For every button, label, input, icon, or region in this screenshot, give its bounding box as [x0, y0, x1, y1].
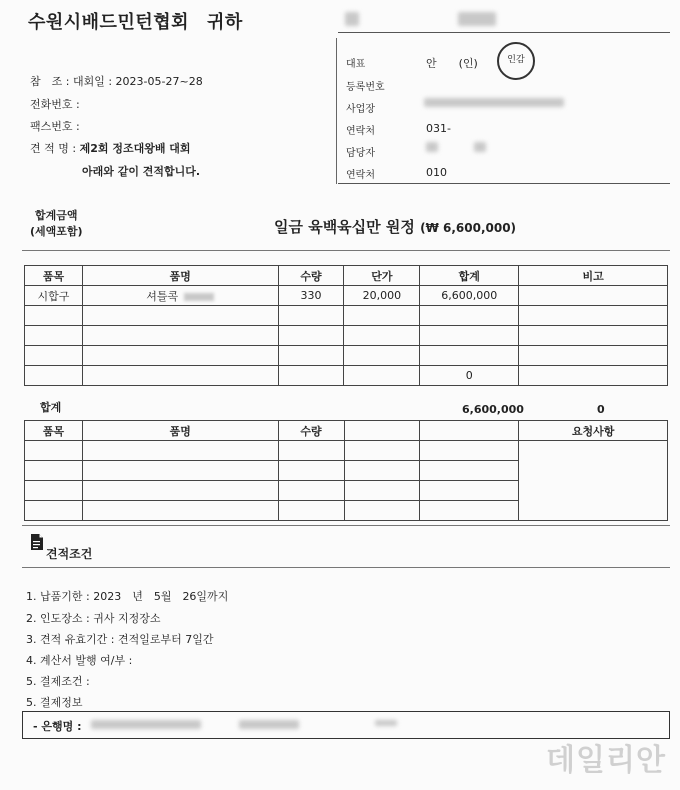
table-cell [82, 501, 278, 521]
table-cell [25, 306, 83, 326]
table-cell [278, 481, 344, 501]
column-header: 품목 [25, 421, 83, 441]
total-amount [274, 216, 516, 237]
column-header: 수량 [278, 421, 344, 441]
column-header: 비고 [519, 266, 668, 286]
table-cell [278, 306, 344, 326]
column-header: 수량 [278, 266, 344, 286]
bank-label: - 은행명 : [33, 720, 82, 733]
watermark: 데일리안 [546, 743, 666, 778]
conditions-title: 견적조건 [46, 547, 93, 561]
supplier-label: 사업장 [346, 104, 375, 115]
table-cell [25, 326, 83, 346]
phone-label: 전화번호 : [30, 98, 80, 111]
redacted-company-part [458, 12, 496, 26]
redacted-product-detail [184, 293, 214, 301]
table-row [25, 286, 668, 306]
table-row [25, 326, 668, 346]
total-amount-number: (₩ 6,600,000) [420, 221, 517, 235]
estimate-name-row [30, 140, 191, 156]
column-header: 요청사항 [519, 421, 668, 441]
table-cell [278, 366, 344, 386]
table-cell [420, 481, 519, 501]
recipient-name: 수원시배드민턴협회 [28, 12, 189, 33]
table-cell [344, 501, 420, 521]
column-header: 단가 [344, 266, 420, 286]
supplier-label: 연락처 [346, 126, 375, 137]
document-icon [30, 533, 44, 551]
column-header: 품목 [25, 266, 83, 286]
section-rule [22, 525, 670, 526]
table-cell [278, 441, 344, 461]
table-cell [420, 326, 519, 346]
table-cell [344, 421, 420, 441]
table-cell [278, 326, 344, 346]
column-header: 합계 [420, 266, 519, 286]
table-cell [420, 441, 519, 461]
table-cell [519, 286, 668, 306]
table-cell [25, 481, 83, 501]
reference-label: 참 조 : [30, 75, 70, 88]
request-table [24, 420, 668, 521]
table-cell: 0 [420, 366, 519, 386]
column-header: 품명 [82, 421, 278, 441]
table-cell [519, 346, 668, 366]
table-cell: 20,000 [344, 286, 420, 306]
redacted-bank [91, 720, 201, 729]
redacted-bank [375, 720, 397, 726]
table-cell [25, 501, 83, 521]
sum-label: 합계 [40, 401, 62, 414]
table-header-row [25, 421, 668, 441]
table-row [25, 441, 668, 461]
table-cell [278, 346, 344, 366]
table-cell [82, 366, 278, 386]
seal-stamp: 인감 [497, 42, 535, 80]
table-row [25, 366, 668, 386]
table-header-row [25, 266, 668, 286]
items-table [24, 265, 668, 386]
table-cell [344, 366, 420, 386]
table-cell [25, 346, 83, 366]
estimate-name-value: 제2회 정조대왕배 대회 [79, 142, 191, 155]
table-cell [82, 326, 278, 346]
table-cell [420, 306, 519, 326]
table-cell [278, 461, 344, 481]
table-cell [344, 461, 420, 481]
table-cell [420, 501, 519, 521]
total-amount-words: 일금 육백육십만 원정 [274, 218, 415, 236]
table-cell [82, 346, 278, 366]
fax-label: 팩스번호 : [30, 120, 80, 133]
table-cell [82, 306, 278, 326]
table-cell [519, 306, 668, 326]
table-row [25, 346, 668, 366]
table-cell [82, 481, 278, 501]
total-rule [22, 250, 670, 251]
table-cell [278, 501, 344, 521]
table-row [25, 306, 668, 326]
document-title [28, 8, 243, 34]
table-cell [344, 441, 420, 461]
reference-row [30, 73, 203, 89]
condition-item: 5. 결제정보 [26, 696, 83, 709]
supplier-bottom-rule [338, 183, 670, 184]
supplier-divider [336, 38, 337, 184]
supplier-label: 등록번호 [346, 82, 385, 93]
total-label: 합계금액 (세액포함) [30, 209, 83, 238]
estimate-name-label: 견 적 명 : [30, 142, 77, 155]
supplier-label: 대표 [346, 59, 366, 70]
table-cell: 6,600,000 [420, 286, 519, 306]
supplier-label: 연락처 [346, 170, 375, 181]
table-cell [420, 421, 519, 441]
condition-item: 1. 납품기한 : 2023 년 5월 26일까지 [26, 590, 229, 603]
redacted-address [424, 98, 564, 107]
intro-text: 아래와 같이 견적합니다. [82, 165, 201, 178]
table-cell [344, 481, 420, 501]
table-cell [25, 461, 83, 481]
sum-total: 6,600,000 [462, 403, 524, 416]
table-cell [82, 441, 278, 461]
condition-item: 3. 견적 유효기간 : 견적일로부터 7일간 [26, 633, 214, 646]
supplier-value: 010 [426, 166, 447, 179]
table-cell [519, 366, 668, 386]
table-cell [519, 326, 668, 346]
column-header: 품명 [82, 266, 278, 286]
supplier-label: 담당자 [346, 148, 375, 159]
redacted-company-part [345, 12, 359, 26]
honorific: 귀하 [207, 12, 243, 33]
condition-item: 5. 결제조건 : [26, 675, 90, 688]
table-cell: 시합구 [25, 286, 83, 306]
table-cell [344, 306, 420, 326]
table-cell [344, 326, 420, 346]
condition-item: 2. 인도장소 : 귀사 지정장소 [26, 612, 161, 625]
table-cell [344, 346, 420, 366]
table-cell [25, 366, 83, 386]
table-cell [82, 461, 278, 481]
table-cell [25, 441, 83, 461]
table-cell [519, 441, 668, 521]
header-rule [338, 32, 670, 33]
table-cell: 330 [278, 286, 344, 306]
redacted-contact [474, 142, 486, 152]
supplier-value: 031- [426, 122, 451, 135]
table-cell: 셔틀콕 [82, 286, 278, 306]
condition-item: 4. 계산서 발행 여/부 : [26, 654, 133, 667]
redacted-contact [426, 142, 438, 152]
sum-extra: 0 [597, 403, 605, 416]
reference-value: 대회일 : 2023-05-27~28 [72, 75, 203, 88]
redacted-bank [239, 720, 299, 729]
table-cell [420, 461, 519, 481]
supplier-value: 안 (인) [426, 57, 478, 70]
conditions-rule [22, 567, 670, 568]
table-cell [420, 346, 519, 366]
